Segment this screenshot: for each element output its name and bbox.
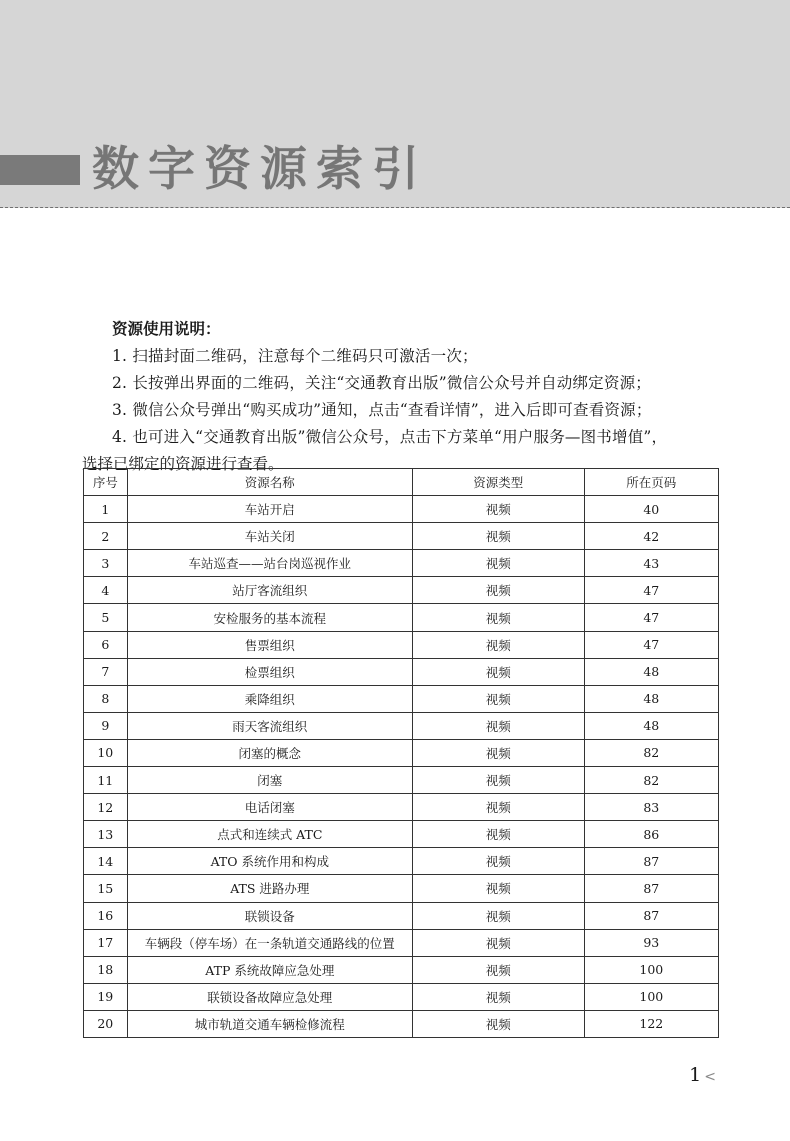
cell-name: 售票组织 <box>127 631 412 658</box>
page-arrow-icon: < <box>704 1069 716 1085</box>
cell-name: 检票组织 <box>127 658 412 685</box>
cell-page: 93 <box>584 929 718 956</box>
cell-page: 47 <box>584 604 718 631</box>
table-row <box>84 821 719 848</box>
cell-number: 19 <box>84 983 128 1010</box>
column-header-page: 所在页码 <box>584 469 718 496</box>
cell-page: 100 <box>584 983 718 1010</box>
table-row <box>84 794 719 821</box>
cell-type: 视频 <box>412 685 584 712</box>
table-row <box>84 767 719 794</box>
cell-page: 47 <box>584 577 718 604</box>
cell-number: 20 <box>84 1010 128 1037</box>
cell-type: 视频 <box>412 767 584 794</box>
resource-table <box>83 468 719 1038</box>
cell-number: 1 <box>84 496 128 523</box>
cell-page: 48 <box>584 685 718 712</box>
table-header-row <box>84 469 719 496</box>
table-row <box>84 875 719 902</box>
table-row <box>84 658 719 685</box>
cell-name: 城市轨道交通车辆检修流程 <box>127 1010 412 1037</box>
cell-type: 视频 <box>412 821 584 848</box>
cell-type: 视频 <box>412 604 584 631</box>
cell-page: 87 <box>584 902 718 929</box>
cell-type: 视频 <box>412 739 584 766</box>
cell-number: 15 <box>84 875 128 902</box>
cell-name: 车站巡查——站台岗巡视作业 <box>127 550 412 577</box>
header-band <box>0 0 790 208</box>
cell-name: 车站关闭 <box>127 523 412 550</box>
cell-page: 87 <box>584 848 718 875</box>
cell-type: 视频 <box>412 496 584 523</box>
cell-page: 100 <box>584 956 718 983</box>
cell-type: 视频 <box>412 1010 584 1037</box>
cell-page: 87 <box>584 875 718 902</box>
cell-type: 视频 <box>412 929 584 956</box>
cell-name: ATO 系统作用和构成 <box>127 848 412 875</box>
cell-name: 雨天客流组织 <box>127 712 412 739</box>
cell-number: 3 <box>84 550 128 577</box>
page-number <box>689 1064 716 1086</box>
table-row <box>84 1010 719 1037</box>
cell-number: 17 <box>84 929 128 956</box>
cell-name: 闭塞的概念 <box>127 739 412 766</box>
cell-number: 4 <box>84 577 128 604</box>
usage-instructions <box>82 316 722 478</box>
cell-number: 7 <box>84 658 128 685</box>
cell-number: 2 <box>84 523 128 550</box>
cell-page: 42 <box>584 523 718 550</box>
instruction-item: 4. 也可进入“交通教育出版”微信公众号，点击下方菜单“用户服务—图书增值”， <box>112 428 668 446</box>
table-row <box>84 550 719 577</box>
table-row <box>84 577 719 604</box>
cell-name: 车辆段（停车场）在一条轨道交通路线的位置 <box>127 929 412 956</box>
instruction-item-continuation: 选择已绑定的资源进行查看。 <box>82 455 284 473</box>
cell-type: 视频 <box>412 848 584 875</box>
cell-number: 14 <box>84 848 128 875</box>
cell-page: 122 <box>584 1010 718 1037</box>
table-row <box>84 956 719 983</box>
table-row <box>84 902 719 929</box>
table-row <box>84 983 719 1010</box>
cell-type: 视频 <box>412 875 584 902</box>
cell-number: 9 <box>84 712 128 739</box>
cell-page: 43 <box>584 550 718 577</box>
cell-type: 视频 <box>412 712 584 739</box>
cell-type: 视频 <box>412 902 584 929</box>
table-row <box>84 523 719 550</box>
cell-number: 18 <box>84 956 128 983</box>
title-accent-bar <box>0 155 80 185</box>
cell-type: 视频 <box>412 956 584 983</box>
cell-type: 视频 <box>412 577 584 604</box>
cell-type: 视频 <box>412 631 584 658</box>
cell-name: ATP 系统故障应急处理 <box>127 956 412 983</box>
cell-name: 联锁设备 <box>127 902 412 929</box>
instruction-item: 1. 扫描封面二维码，注意每个二维码只可激活一次； <box>112 347 478 365</box>
page-number-value: 1 <box>689 1064 702 1086</box>
cell-number: 5 <box>84 604 128 631</box>
cell-page: 48 <box>584 658 718 685</box>
cell-name: 点式和连续式 ATC <box>127 821 412 848</box>
cell-type: 视频 <box>412 658 584 685</box>
cell-name: 站厅客流组织 <box>127 577 412 604</box>
cell-page: 48 <box>584 712 718 739</box>
cell-type: 视频 <box>412 794 584 821</box>
cell-number: 12 <box>84 794 128 821</box>
cell-type: 视频 <box>412 523 584 550</box>
table-row <box>84 604 719 631</box>
table-row <box>84 929 719 956</box>
cell-page: 40 <box>584 496 718 523</box>
cell-number: 11 <box>84 767 128 794</box>
instructions-heading: 资源使用说明： <box>112 320 221 338</box>
cell-number: 8 <box>84 685 128 712</box>
cell-number: 13 <box>84 821 128 848</box>
cell-number: 16 <box>84 902 128 929</box>
cell-name: 乘降组织 <box>127 685 412 712</box>
table-row <box>84 685 719 712</box>
cell-name: 联锁设备故障应急处理 <box>127 983 412 1010</box>
cell-page: 82 <box>584 767 718 794</box>
column-header-type: 资源类型 <box>412 469 584 496</box>
cell-type: 视频 <box>412 550 584 577</box>
cell-type: 视频 <box>412 983 584 1010</box>
instruction-item: 3. 微信公众号弹出“购买成功”通知，点击“查看详情”，进入后即可查看资源； <box>112 401 652 419</box>
cell-name: 车站开启 <box>127 496 412 523</box>
table-row <box>84 631 719 658</box>
cell-name: 电话闭塞 <box>127 794 412 821</box>
instruction-item: 2. 长按弹出界面的二维码，关注“交通教育出版”微信公众号并自动绑定资源； <box>112 374 651 392</box>
cell-number: 10 <box>84 739 128 766</box>
column-header-number: 序号 <box>84 469 128 496</box>
cell-page: 82 <box>584 739 718 766</box>
cell-name: 安检服务的基本流程 <box>127 604 412 631</box>
cell-page: 86 <box>584 821 718 848</box>
cell-page: 83 <box>584 794 718 821</box>
column-header-name: 资源名称 <box>127 469 412 496</box>
cell-number: 6 <box>84 631 128 658</box>
page-title: 数字资源索引 <box>92 142 428 197</box>
cell-name: ATS 进路办理 <box>127 875 412 902</box>
cell-name: 闭塞 <box>127 767 412 794</box>
table-row <box>84 848 719 875</box>
table-row <box>84 739 719 766</box>
table-row <box>84 712 719 739</box>
cell-page: 47 <box>584 631 718 658</box>
table-row <box>84 496 719 523</box>
